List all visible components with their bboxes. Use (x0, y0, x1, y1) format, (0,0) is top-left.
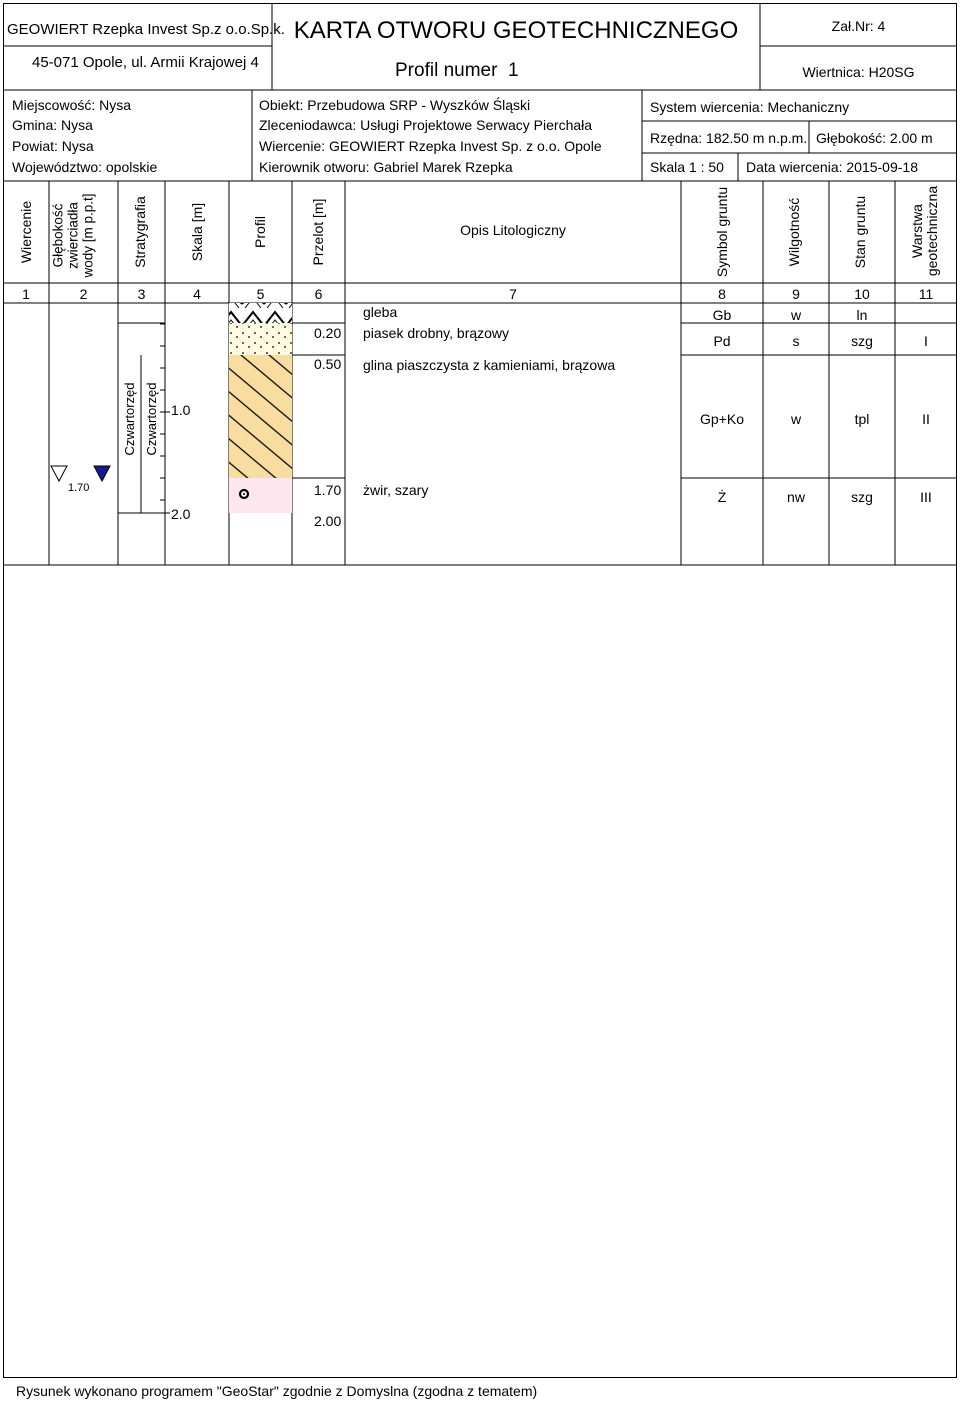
attachment-number: Zał.Nr: 4 (831, 18, 886, 34)
col-header-interval: Przelot [m] (310, 198, 326, 266)
col-number: 4 (193, 286, 201, 302)
layer-state: szg (851, 489, 873, 505)
col-header-description: Opis Litologiczny (460, 222, 566, 238)
location-town: Miejscowość: Nysa (12, 97, 132, 113)
profile-number (395, 61, 519, 81)
col-header-geotechnical-layer (910, 173, 940, 289)
scale-mark: 1.0 (171, 402, 191, 418)
layer-moisture: nw (787, 489, 805, 505)
col-header-water-depth (51, 181, 96, 291)
drilling-rig: Wiertnica: H20SG (802, 64, 915, 80)
stratigraphy-era: Czwartorzęd (144, 382, 159, 456)
col-number: 1 (22, 286, 30, 302)
layer-soil-symbol: Gp+Ko (700, 411, 744, 427)
profile-number-label: Profil numer (395, 60, 498, 81)
col-header-water-line1: Głębokość (50, 203, 66, 268)
layer-soil-symbol: Gb (712, 307, 732, 323)
final-depth: 2.00 (314, 513, 342, 529)
elevation: Rzędna: 182.50 m n.p.m. (650, 130, 808, 146)
location-voivodeship: Województwo: opolskie (12, 159, 158, 175)
layer-description: żwir, szary (363, 482, 429, 498)
location-commune: Gmina: Nysa (12, 117, 93, 133)
col-header-stratigraphy: Stratygrafia (132, 196, 148, 268)
project-driller: Wiercenie: GEOWIERT Rzepka Invest Sp. z o.o. Opole (259, 138, 602, 154)
col-header-layer-line1: Warstwa (909, 204, 925, 258)
layer-top-depth: 1.70 (314, 482, 342, 498)
col-number: 5 (256, 286, 265, 302)
drilling-system: System wiercenia: Mechaniczny (650, 99, 850, 115)
layer-description: gleba (363, 304, 398, 320)
profile-gravel-pattern (229, 478, 292, 513)
col-header-drilling: Wiercenie (18, 200, 34, 264)
profile-clay-pattern (229, 355, 292, 478)
col-header-water-line2: zwierciadła (65, 202, 81, 269)
company-name: GEOWIERT Rzepka Invest Sp.z o.o.Sp.k. (7, 21, 285, 38)
layer-moisture: w (790, 307, 802, 323)
profile-soil-pattern (229, 303, 292, 323)
profile-number-value: 1 (507, 60, 519, 81)
col-header-scale: Skala [m] (189, 202, 205, 262)
layer-moisture: w (790, 411, 802, 427)
layer-soil-symbol: Ż (717, 489, 727, 505)
layer-state: szg (851, 333, 873, 349)
project-object: Obiekt: Przebudowa SRP - Wyszków Śląski (259, 97, 531, 113)
col-number: 9 (792, 286, 800, 302)
layer-geotech-class: III (920, 489, 932, 505)
layer-geotech-class: II (922, 411, 930, 427)
col-number: 6 (314, 286, 323, 302)
scale-mark: 2.0 (171, 506, 191, 522)
location-district: Powiat: Nysa (12, 138, 94, 154)
total-depth: Głębokość: 2.00 m (816, 130, 933, 146)
drilling-date: Data wiercenia: 2015-09-18 (746, 159, 918, 175)
col-number: 2 (79, 286, 88, 302)
water-stable-level-icon (94, 466, 110, 481)
footer-note: Rysunek wykonano programem "GeoStar" zgodnie z Domyslna (zgodna z tematem) (16, 1383, 538, 1399)
layer-soil-symbol: Pd (713, 333, 731, 349)
layer-description: glina piaszczysta z kamieniami, brązowa (363, 357, 616, 373)
col-header-soil-symbol: Symbol gruntu (714, 186, 730, 278)
layer-moisture: s (792, 333, 800, 349)
project-manager: Kierownik otworu: Gabriel Marek Rzepka (259, 159, 513, 175)
col-header-layer-line2: geotechniczna (924, 185, 940, 277)
layer-state: ln (856, 307, 868, 323)
col-header-moisture: Wilgotność (786, 197, 802, 267)
stratigraphy-era: Czwartorzęd (122, 382, 137, 456)
layer-description: piasek drobny, brązowy (363, 325, 510, 341)
col-header-soil-state: Stan gruntu (852, 195, 868, 269)
company-address: 45-071 Opole, ul. Armii Krajowej 4 (32, 54, 259, 71)
profile-sand-pattern (229, 323, 292, 355)
layer-geotech-class: I (924, 333, 928, 349)
layer-top-depth: 0.20 (314, 325, 342, 341)
col-number: 10 (854, 286, 870, 302)
drawing-scale: Skala 1 : 50 (650, 159, 724, 175)
layer-top-depth: 0.50 (314, 356, 342, 372)
col-number: 7 (509, 286, 517, 302)
col-number: 3 (137, 286, 146, 302)
col-header-water-line3: wody [m p.p.t] (80, 193, 96, 278)
col-header-profile: Profil (252, 216, 268, 248)
project-client: Zleceniodawca: Usługi Projektowe Serwacy Pierchała (259, 117, 593, 133)
layer-state: tpl (854, 411, 870, 427)
col-number: 11 (918, 286, 934, 302)
water-level-value: 1.70 (68, 482, 90, 494)
water-first-level-icon (51, 466, 67, 481)
col-number: 8 (718, 286, 726, 302)
document-title: KARTA OTWORU GEOTECHNICZNEGO (293, 17, 739, 44)
